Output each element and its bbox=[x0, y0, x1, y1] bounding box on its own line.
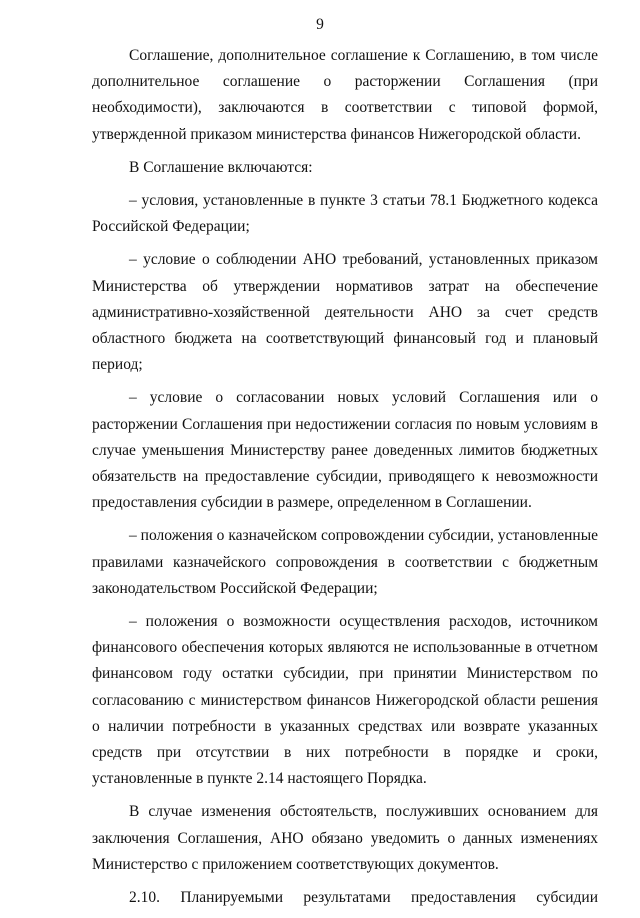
paragraph-condition-termination: – условие о согласовании новых условий Соглашения или о расторжении Соглашения при недостижении согласия по новым условиям в случае уменьшения Министерству ранее доведенных лимитов бюджетных обязательств на предоставление субсидии, приводящего к невозможности предоставления субсидии в размере, определенном в Соглашении. bbox=[92, 389, 598, 512]
paragraph-condition-norms: – условие о соблюдении АНО требований, установленных приказом Министерства об утверждении нормативов затрат на обеспечение административно-хозяйственной деятельности АНО за счет средств областного бюджета на соответствующий финансовый год и плановый период; bbox=[92, 251, 598, 374]
paragraph-planned-results: 2.10. Планируемыми результатами предоставления субсидии bbox=[129, 889, 598, 907]
paragraph-condition-budget-code: – условия, установленные в пункте 3 статьи 78.1 Бюджетного кодекса Российской Федерации; bbox=[92, 192, 598, 236]
paragraph-treasury-support: – положения о казначейском сопровождении субсидии, установленные правилами казначейского сопровождения в соответствии с бюджетным законодательством Российской Федерации; bbox=[92, 527, 598, 597]
paragraph-unused-balances: – положения о возможности осуществления расходов, источником финансового обеспечения которых являются не использованные в отчетном финансовом году остатки субсидии, при принятии Министерством по согласованию с министерством финансов Нижегородской области решения о наличии потребности в указанных средствах или возврате указанных средств при отсутствии в них потребности в порядке и сроки, установленные в пункте 2.14 настоящего Порядка. bbox=[92, 613, 598, 788]
paragraph-agreement-includes: В Соглашение включаются: bbox=[129, 158, 313, 176]
paragraph-agreement-form: Соглашение, дополнительное соглашение к Соглашению, в том числе дополнительное соглашение о расторжении Соглашения (при необходимости), заключаются в соответствии с типовой формой, утвержденной приказом министерства финансов Нижегородской области. bbox=[92, 47, 598, 143]
paragraph-change-notification: В случае изменения обстоятельств, послуживших основанием для заключения Соглашения, АНО обязано уведомить о данных изменениях Министерство с приложением соответствующих документов. bbox=[92, 803, 598, 873]
document-body bbox=[92, 43, 598, 918]
page-number: 9 bbox=[316, 16, 324, 33]
